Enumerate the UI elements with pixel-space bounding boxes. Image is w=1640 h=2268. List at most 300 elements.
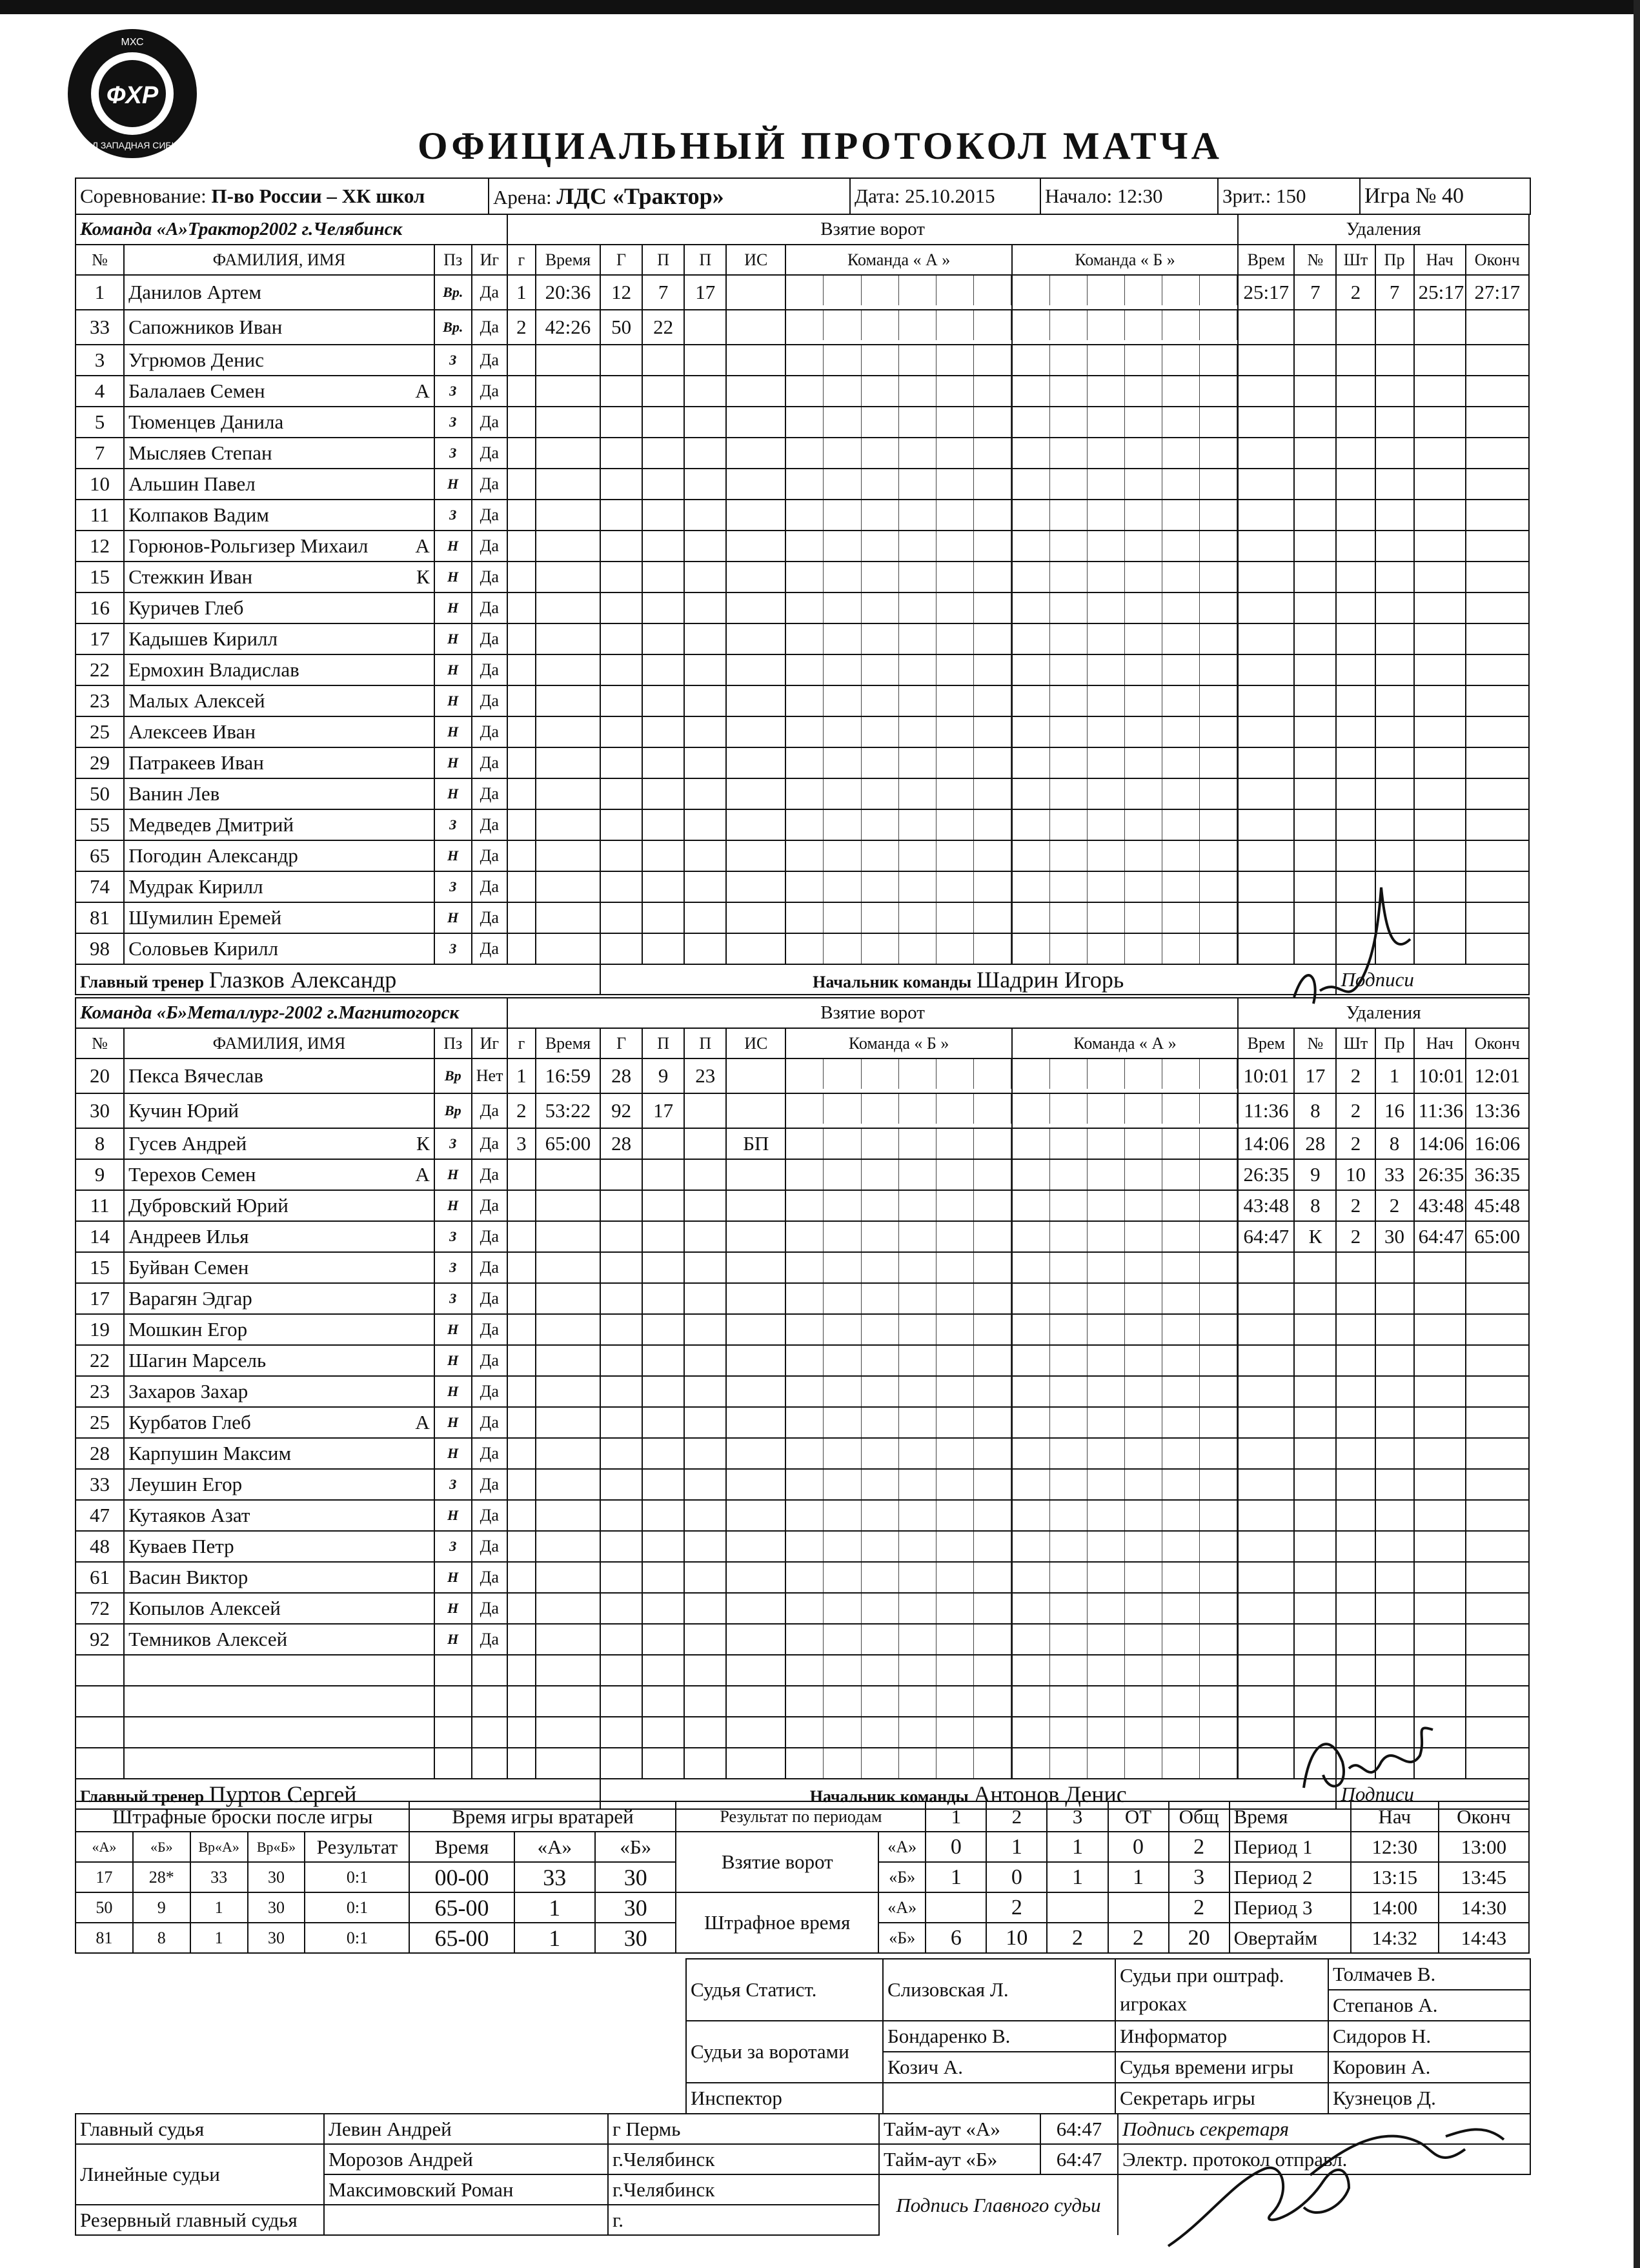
player-number: 3 [76, 345, 124, 376]
player-position: З [434, 1469, 472, 1500]
player-position: Вр. [434, 310, 472, 345]
secretary-value: Кузнецов Д. [1328, 2083, 1530, 2114]
goal-line-a-grid [785, 1221, 1011, 1252]
penalty-end: 13:36 [1466, 1093, 1529, 1128]
player-position: З [434, 933, 472, 964]
goal-line-b-grid [1012, 1717, 1238, 1748]
player-played: Да [472, 531, 507, 562]
player-played: Да [472, 469, 507, 500]
signature-team-b [1291, 1717, 1446, 1807]
reserve-city: г. [608, 2205, 879, 2235]
player-row [76, 623, 1529, 654]
informer-label: Информатор [1115, 2021, 1328, 2052]
penalty-end: 27:17 [1466, 275, 1529, 310]
player-played: Да [472, 1624, 507, 1655]
period-value: 2 [1169, 1832, 1230, 1862]
penalty-min: 10 [1336, 1159, 1375, 1190]
svg-text:УРАЛ ЗАПАДНАЯ СИБИРЬ: УРАЛ ЗАПАДНАЯ СИБИРЬ [74, 140, 190, 150]
team-b-table [75, 997, 1530, 1810]
player-name-cell [124, 310, 434, 345]
period-value: 0 [986, 1862, 1047, 1892]
start-cell: Начало: 12:30 [1040, 178, 1218, 214]
player-played: Да [472, 1500, 507, 1531]
col-header-played: Иг [472, 245, 507, 275]
player-name-cell [124, 654, 434, 685]
period-value: 10 [986, 1923, 1047, 1953]
col-header-G: Г [600, 1028, 642, 1058]
col-header-pen-end: Оконч [1466, 1028, 1529, 1058]
player-played: Да [472, 1093, 507, 1128]
goal-judge-2: Козич А. [883, 2052, 1115, 2083]
linesman-1: Морозов Андрей [324, 2144, 608, 2174]
player-name-cell [124, 1093, 434, 1128]
player-row [76, 592, 1529, 623]
player-name: Буйван Семен [128, 1256, 249, 1279]
penalty-reason: 8 [1375, 1128, 1414, 1159]
player-number: 11 [76, 1190, 124, 1221]
goal-line-b-grid [1012, 1283, 1238, 1314]
player-name-cell [124, 1058, 434, 1093]
penalty-end: 45:48 [1466, 1190, 1529, 1221]
arena-cell: Арена: ЛДС «Трактор» [489, 178, 850, 214]
period-value: 2 [1169, 1892, 1230, 1923]
player-played: Да [472, 840, 507, 871]
player-name: Медведев Дмитрий [128, 813, 294, 836]
player-number: 23 [76, 685, 124, 716]
linesman-1-city: г.Челябинск [608, 2144, 879, 2174]
player-row [76, 1128, 1529, 1159]
player-row [76, 1058, 1529, 1093]
player-number: 33 [76, 1469, 124, 1500]
period-value: 2 [1108, 1923, 1169, 1953]
main-referee-label: Главный судья [76, 2114, 324, 2144]
goal-g: 50 [600, 310, 642, 345]
player-name-cell [124, 592, 434, 623]
goal-line-b-grid [1012, 275, 1238, 310]
player-position: З [434, 1252, 472, 1283]
col-header-name: ФАМИЛИЯ, ИМЯ [124, 245, 434, 275]
penalty-reason: 2 [1375, 1190, 1414, 1221]
player-name: Пекса Вячеслав [128, 1064, 263, 1087]
goal-line-a-grid [785, 840, 1011, 871]
period-time-cell: 13:00 [1439, 1832, 1529, 1862]
informer-value: Сидоров Н. [1328, 2021, 1530, 2052]
inspector-label: Инспектор [686, 2083, 883, 2114]
goal-line-b-grid [1012, 438, 1238, 469]
penalty-num: К [1294, 1221, 1336, 1252]
penalty-time: 64:47 [1238, 1221, 1294, 1252]
player-number: 48 [76, 1531, 124, 1562]
player-name-cell [124, 871, 434, 902]
player-name: Кадышев Кирилл [128, 627, 278, 650]
period-team-label: «Б» [878, 1923, 926, 1953]
goal-line-a-grid [785, 1314, 1011, 1345]
goal-line-a-grid [785, 1748, 1011, 1779]
col-header-num: № [76, 245, 124, 275]
timeout-b-label: Тайм-аут «Б» [879, 2144, 1040, 2174]
penalty-num: 17 [1294, 1058, 1336, 1093]
player-number: 11 [76, 500, 124, 531]
col-header-pen-min: Шт [1336, 1028, 1375, 1058]
player-role: А [415, 380, 430, 402]
penalty-start: 25:17 [1414, 275, 1466, 310]
player-played: Да [472, 1252, 507, 1283]
shootout-col-header: Вр«А» [190, 1832, 248, 1862]
player-played: Да [472, 275, 507, 310]
goal-p2: 17 [684, 275, 726, 310]
player-name: Кучин Юрий [128, 1099, 239, 1122]
period-team-label: «А» [878, 1892, 926, 1923]
period-value: 1 [986, 1832, 1047, 1862]
player-role: К [416, 1132, 430, 1155]
shootout-col-header: «Б» [133, 1832, 190, 1862]
period-time-cell: 14:30 [1439, 1892, 1529, 1923]
penalties-section-label: Удаления [1238, 214, 1529, 245]
goal-line-b-grid [1012, 716, 1238, 747]
player-name-cell [124, 469, 434, 500]
goal-is [726, 1093, 785, 1128]
goal-line-b-grid [1012, 1469, 1238, 1500]
player-row [76, 1159, 1529, 1190]
penalty-start: 43:48 [1414, 1190, 1466, 1221]
signatures-label: Подписи [1341, 967, 1414, 991]
goal-p2 [684, 1093, 726, 1128]
goalie-time-cell: 30 [595, 1923, 676, 1953]
goals-section-label: Взятие ворот [507, 998, 1238, 1028]
player-name-cell [124, 933, 434, 964]
player-row [76, 1407, 1529, 1438]
player-position: Н [434, 1593, 472, 1624]
player-row [76, 407, 1529, 438]
player-name: Тюменцев Данила [128, 410, 284, 433]
svg-text:МХС: МХС [121, 37, 144, 48]
player-position: З [434, 871, 472, 902]
goal-line-b-grid [1012, 345, 1238, 376]
penalty-num: 9 [1294, 1159, 1336, 1190]
goal-p2: 23 [684, 1058, 726, 1093]
shootout-cell: 30 [248, 1923, 305, 1953]
goal-line-a-grid [785, 310, 1011, 345]
player-row [76, 1221, 1529, 1252]
player-position: Н [434, 531, 472, 562]
goal-line-a-grid [785, 1345, 1011, 1376]
goal-line-b-grid [1012, 623, 1238, 654]
col-header-pen-min: Шт [1336, 245, 1375, 275]
goal-p2 [684, 1128, 726, 1159]
player-position: З [434, 345, 472, 376]
player-row [76, 1376, 1529, 1407]
player-row [76, 1500, 1529, 1531]
goal-time: 16:59 [536, 1058, 600, 1093]
player-position: З [434, 376, 472, 407]
player-name-cell [124, 747, 434, 778]
period-value: 2 [1047, 1923, 1108, 1953]
player-position: Н [434, 1624, 472, 1655]
player-row [76, 1593, 1529, 1624]
goalie-time-cell: 65-00 [409, 1892, 514, 1923]
player-number: 20 [76, 1058, 124, 1093]
player-row [76, 469, 1529, 500]
penalty-end: 16:06 [1466, 1128, 1529, 1159]
penalty-reason: 33 [1375, 1159, 1414, 1190]
col-header-team-b-col: Команда « Б » [1012, 245, 1238, 275]
player-number: 29 [76, 747, 124, 778]
main-sign-label: Подпись Главного судьи [879, 2174, 1118, 2235]
shootout-cell: 1 [190, 1892, 248, 1923]
player-row [76, 1345, 1529, 1376]
player-row [76, 1655, 1529, 1686]
player-name: Васин Виктор [128, 1566, 248, 1588]
goal-line-b-grid [1012, 902, 1238, 933]
player-position: Н [434, 1345, 472, 1376]
player-name-cell [124, 1221, 434, 1252]
goal-line-b-grid [1012, 407, 1238, 438]
player-name-cell [124, 376, 434, 407]
goal-line-b-grid [1012, 871, 1238, 902]
player-played: Да [472, 1345, 507, 1376]
player-name-cell [124, 623, 434, 654]
signature-main-referee [1155, 2143, 1362, 2259]
goal-judge-1: Бондаренко В. [883, 2021, 1115, 2052]
goal-line-b-grid [1012, 809, 1238, 840]
player-name: Мысляев Степан [128, 441, 272, 464]
goal-line-b-grid [1012, 933, 1238, 964]
penalty-num: 8 [1294, 1093, 1336, 1128]
period-time-col-header: Оконч [1439, 1801, 1529, 1832]
shootout-cell: 9 [133, 1892, 190, 1923]
player-name-cell [124, 778, 434, 809]
shootout-cell: 0:1 [305, 1892, 409, 1923]
player-name-cell [124, 716, 434, 747]
goal-judges-label: Судьи за воротами [686, 2021, 883, 2083]
goalie-col-header: «А» [514, 1832, 595, 1862]
player-played: Да [472, 1531, 507, 1562]
period-value: 1 [926, 1862, 986, 1892]
player-played: Да [472, 809, 507, 840]
pim-label: Штрафное время [676, 1892, 878, 1953]
player-number: 1 [76, 275, 124, 310]
player-name-cell [124, 840, 434, 871]
svg-text:ФХР: ФХР [106, 82, 159, 109]
col-header-pen-num: № [1294, 1028, 1336, 1058]
timekeeper-label: Судья времени игры [1115, 2052, 1328, 2083]
player-number: 9 [76, 1159, 124, 1190]
goal-line-b-grid [1012, 1252, 1238, 1283]
team-chief-label: Начальник команды [809, 1787, 969, 1806]
goal-line-a-grid [785, 1500, 1011, 1531]
penalty-time: 10:01 [1238, 1058, 1294, 1093]
col-header-pen-reason: Пр [1375, 245, 1414, 275]
player-row [76, 1562, 1529, 1593]
shootout-cell: 17 [76, 1862, 133, 1892]
goals-section-label: Взятие ворот [507, 214, 1238, 245]
player-played: Да [472, 310, 507, 345]
player-played: Да [472, 376, 507, 407]
player-name: Соловьев Кирилл [128, 937, 279, 960]
goal-line-a-grid [785, 933, 1011, 964]
goal-time: 65:00 [536, 1128, 600, 1159]
player-played: Да [472, 592, 507, 623]
col-header-pen-end: Оконч [1466, 245, 1529, 275]
shootout-col-header: «А» [76, 1832, 133, 1862]
player-number: 22 [76, 1345, 124, 1376]
player-number: 12 [76, 531, 124, 562]
player-position: Н [434, 1314, 472, 1345]
player-number: 25 [76, 1407, 124, 1438]
player-position: Н [434, 562, 472, 592]
penalty-min: 2 [1336, 1190, 1375, 1221]
team-chief-cell [600, 964, 1336, 995]
penalty-reason: 30 [1375, 1221, 1414, 1252]
col-header-num: № [76, 1028, 124, 1058]
player-number: 22 [76, 654, 124, 685]
player-position: Н [434, 1500, 472, 1531]
goal-line-b-grid [1012, 500, 1238, 531]
timeout-b: 64:47 [1040, 2144, 1118, 2174]
player-name: Гусев Андрей [128, 1132, 247, 1155]
penalty-time: 14:06 [1238, 1128, 1294, 1159]
penalty-min: 2 [1336, 1093, 1375, 1128]
goal-line-a-grid [785, 778, 1011, 809]
player-played: Да [472, 500, 507, 531]
player-number: 50 [76, 778, 124, 809]
player-played: Да [472, 1562, 507, 1593]
officials-table [685, 1958, 1531, 2114]
col-header-pen-start: Нач [1414, 245, 1466, 275]
goal-line-a-grid [785, 1686, 1011, 1717]
shootout-cell: 8 [133, 1923, 190, 1953]
goal-is [726, 275, 785, 310]
period-team-label: «А» [878, 1832, 926, 1862]
player-name-cell [124, 1283, 434, 1314]
col-header-IS: ИС [726, 245, 785, 275]
team-title: Команда «А»Трактор2002 г.Челябинск [76, 214, 507, 245]
timeout-a: 64:47 [1040, 2114, 1118, 2144]
shootout-cell: 0:1 [305, 1923, 409, 1953]
col-header-name: ФАМИЛИЯ, ИМЯ [124, 1028, 434, 1058]
period-time-col-header: Нач [1351, 1801, 1439, 1832]
player-row [76, 345, 1529, 376]
player-name: Ванин Лев [128, 782, 220, 805]
period-time-col-header: Время [1230, 1801, 1351, 1832]
goal-line-b-grid [1012, 1686, 1238, 1717]
player-row [76, 1438, 1529, 1469]
player-number: 5 [76, 407, 124, 438]
period-col-header: 1 [926, 1801, 986, 1832]
player-position: З [434, 438, 472, 469]
col-header-team-a-col: Команда « А » [1012, 1028, 1238, 1058]
player-position: Н [434, 685, 472, 716]
player-row [76, 1624, 1529, 1655]
player-position: Н [434, 1438, 472, 1469]
period-value [926, 1892, 986, 1923]
goal-line-b-grid [1012, 840, 1238, 871]
player-played: Да [472, 562, 507, 592]
penalty-end: 36:35 [1466, 1159, 1529, 1190]
player-played: Да [472, 1314, 507, 1345]
goal-g: 1 [507, 1058, 536, 1093]
goal-g: 12 [600, 275, 642, 310]
player-row [76, 840, 1529, 871]
player-name-cell [124, 809, 434, 840]
player-row [76, 778, 1529, 809]
player-name-cell [124, 531, 434, 562]
player-position: З [434, 1283, 472, 1314]
player-played: Да [472, 1593, 507, 1624]
col-header-P1: П [642, 1028, 684, 1058]
goalie-time-cell: 1 [514, 1923, 595, 1953]
reserve-referee [324, 2205, 608, 2235]
goal-p1: 22 [642, 310, 684, 345]
goal-line-b-grid [1012, 1593, 1238, 1624]
player-name-cell [124, 275, 434, 310]
player-played: Да [472, 1128, 507, 1159]
player-name: Куричев Глеб [128, 596, 244, 619]
signature-team-a [1281, 881, 1423, 1017]
player-position: З [434, 1128, 472, 1159]
goal-g: 1 [507, 275, 536, 310]
scan-border-right [1634, 0, 1640, 2268]
col-header-pos: Пз [434, 1028, 472, 1058]
player-name: Сапожников Иван [128, 316, 283, 338]
penalty-time: 43:48 [1238, 1190, 1294, 1221]
goal-g: 28 [600, 1058, 642, 1093]
col-header-pen-time: Врем [1238, 245, 1294, 275]
col-header-team-b-col: Команда « Б » [785, 1028, 1011, 1058]
player-name-cell [124, 1128, 434, 1159]
player-position: Н [434, 1562, 472, 1593]
goal-line-b-grid [1012, 1093, 1238, 1128]
period-time-cell: Период 2 [1230, 1862, 1351, 1892]
goal-line-b-grid [1012, 1314, 1238, 1345]
player-name-cell [124, 1562, 434, 1593]
linesman-2: Максимовский Роман [324, 2174, 608, 2205]
goal-g: 92 [600, 1093, 642, 1128]
linesman-2-city: г.Челябинск [608, 2174, 879, 2205]
player-number: 28 [76, 1438, 124, 1469]
player-name-cell [124, 1190, 434, 1221]
col-header-g: г [507, 1028, 536, 1058]
player-played: Нет [472, 1058, 507, 1093]
period-time-cell: 13:45 [1439, 1862, 1529, 1892]
player-played: Да [472, 1221, 507, 1252]
player-position: З [434, 1531, 472, 1562]
player-position: Н [434, 747, 472, 778]
player-played: Да [472, 902, 507, 933]
col-header-pen-start: Нач [1414, 1028, 1466, 1058]
player-row [76, 685, 1529, 716]
reserve-label: Резервный главный судья [76, 2205, 324, 2235]
player-row [76, 500, 1529, 531]
player-played: Да [472, 1407, 507, 1438]
penalty-reason: 1 [1375, 1058, 1414, 1093]
player-played: Да [472, 716, 507, 747]
goal-line-b-grid [1012, 310, 1238, 345]
game-number-cell: Игра № 40 [1360, 178, 1530, 214]
player-row [76, 1190, 1529, 1221]
player-name-cell [124, 1500, 434, 1531]
player-name: Горюнов-Рольгизер Михаил [128, 534, 369, 557]
team-a-table [75, 214, 1530, 995]
player-name-cell [124, 1438, 434, 1469]
player-number: 47 [76, 1500, 124, 1531]
player-row [76, 1469, 1529, 1500]
player-played: Да [472, 1438, 507, 1469]
player-position: З [434, 500, 472, 531]
period-value: 0 [926, 1832, 986, 1862]
player-row [76, 716, 1529, 747]
goal-p1: 7 [642, 275, 684, 310]
